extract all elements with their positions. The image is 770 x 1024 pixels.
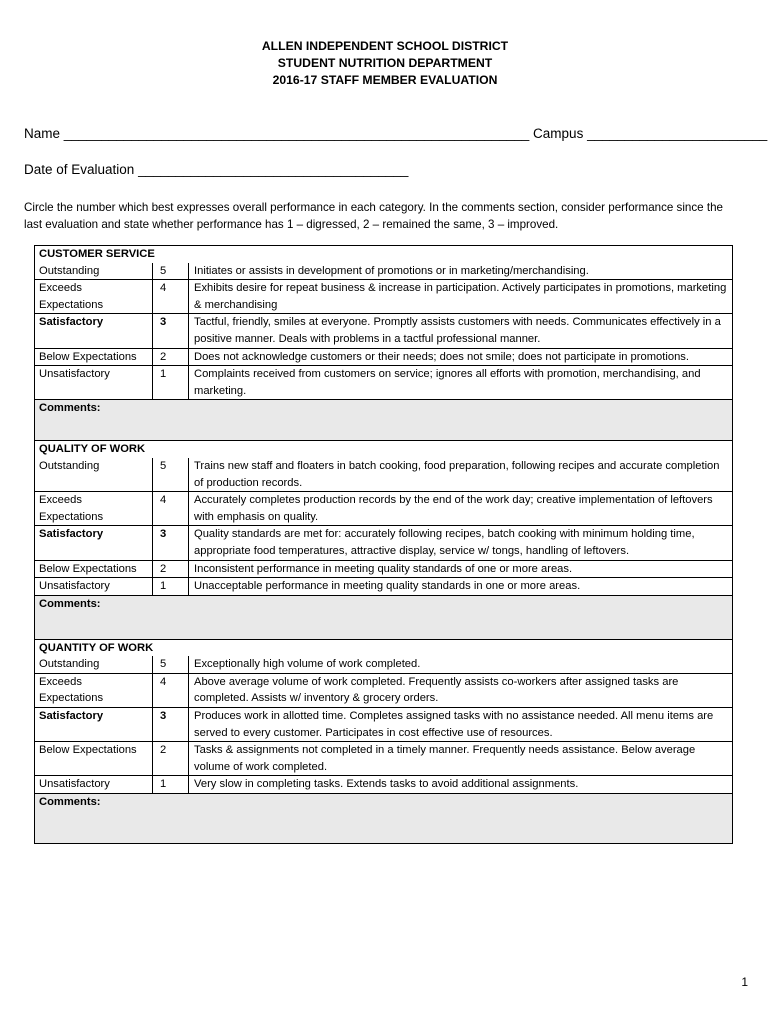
rating-description: Quality standards are met for: accurately following recipes, batch cooking with minimum holding time, appropriate food temperatures, attractive display, service w/ tongs, handling of leftovers.	[189, 526, 733, 560]
document-header	[0, 38, 770, 89]
rating-score[interactable]: 4	[153, 492, 189, 526]
name-label: Name	[24, 126, 61, 141]
table-row	[35, 656, 733, 673]
date-row	[24, 162, 408, 177]
table-row	[35, 366, 733, 400]
table-row	[35, 708, 733, 742]
rating-label: Below Expectations	[35, 348, 153, 366]
rating-description: Initiates or assists in development of promotions or in marketing/merchandising.	[189, 263, 733, 280]
comments-field[interactable]: Comments:	[35, 794, 733, 844]
rating-description: Exceptionally high volume of work completed.	[189, 656, 733, 673]
rating-description: Inconsistent performance in meeting quality standards of one or more areas.	[189, 560, 733, 578]
table-row	[35, 492, 733, 526]
rating-description: Exhibits desire for repeat business & increase in participation. Actively participates in promotions, marketing & merchandising	[189, 280, 733, 314]
form-title: 2016-17 STAFF MEMBER EVALUATION	[272, 73, 498, 87]
table-row	[35, 314, 733, 348]
date-label: Date of Evaluation	[24, 162, 135, 177]
table-row	[35, 348, 733, 366]
table-row	[35, 560, 733, 578]
rating-label: Unsatisfactory	[35, 578, 153, 596]
table-row	[35, 458, 733, 492]
rating-label: Unsatisfactory	[35, 776, 153, 794]
evaluation-table	[34, 245, 733, 844]
rating-label: Exceeds Expectations	[35, 492, 153, 526]
rating-description: Tasks & assignments not completed in a timely manner. Frequently needs assistance. Below average volume of work completed.	[189, 742, 733, 776]
table-row	[35, 776, 733, 794]
rating-label: Outstanding	[35, 656, 153, 673]
comments-field[interactable]: Comments:	[35, 595, 733, 639]
department-title: STUDENT NUTRITION DEPARTMENT	[277, 56, 493, 70]
section-header-quality-of-work	[35, 441, 733, 458]
rating-score[interactable]: 4	[153, 280, 189, 314]
rating-label: Exceeds Expectations	[35, 673, 153, 707]
rating-score[interactable]: 2	[153, 348, 189, 366]
rating-score[interactable]: 5	[153, 263, 189, 280]
section-title: QUALITY OF WORK	[35, 441, 733, 458]
rating-label: Below Expectations	[35, 560, 153, 578]
rating-description: Above average volume of work completed. Frequently assists co-workers after assigned tasks are completed. Assists w/ inventory & grocery orders.	[189, 673, 733, 707]
campus-label: Campus	[533, 126, 584, 141]
rating-score[interactable]: 5	[153, 656, 189, 673]
comments-row	[35, 400, 733, 441]
rating-label: Exceeds Expectations	[35, 280, 153, 314]
section-header-customer-service	[35, 246, 733, 263]
rating-description: Unacceptable performance in meeting quality standards in one or more areas.	[189, 578, 733, 596]
rating-score[interactable]: 3	[153, 526, 189, 560]
section-header-quantity-of-work	[35, 639, 733, 656]
rating-label: Below Expectations	[35, 742, 153, 776]
rating-label: Satisfactory	[35, 526, 153, 560]
table-row	[35, 280, 733, 314]
rating-score[interactable]: 5	[153, 458, 189, 492]
section-title: CUSTOMER SERVICE	[35, 246, 733, 263]
rating-description: Trains new staff and floaters in batch cooking, food preparation, following recipes and accurate completion of production records.	[189, 458, 733, 492]
rating-score[interactable]: 1	[153, 578, 189, 596]
rating-label: Satisfactory	[35, 314, 153, 348]
rating-description: Complaints received from customers on service; ignores all efforts with promotion, merchandising, and marketing.	[189, 366, 733, 400]
district-title: ALLEN INDEPENDENT SCHOOL DISTRICT	[261, 39, 509, 53]
rating-score[interactable]: 1	[153, 366, 189, 400]
rating-score[interactable]: 3	[153, 708, 189, 742]
page-number: 1	[741, 975, 748, 989]
table-row	[35, 263, 733, 280]
rating-description: Produces work in allotted time. Completes assigned tasks with no assistance needed. All menu items are served to every customer. Participates in cost effective use of resources.	[189, 708, 733, 742]
rating-score[interactable]: 1	[153, 776, 189, 794]
campus-field[interactable]: ________________________	[587, 126, 768, 141]
rating-description: Accurately completes production records by the end of the work day; creative implementation of leftovers with emphasis on quality.	[189, 492, 733, 526]
name-campus-row	[24, 126, 767, 141]
rating-score[interactable]: 4	[153, 673, 189, 707]
rating-label: Unsatisfactory	[35, 366, 153, 400]
rating-score[interactable]: 2	[153, 560, 189, 578]
date-field[interactable]: ____________________________________	[138, 162, 409, 177]
comments-row	[35, 595, 733, 639]
table-row	[35, 578, 733, 596]
instructions: Circle the number which best expresses overall performance in each category. In the comments section, consider performance since the last evaluation and state whether performance has 1 – digressed, 2 – remained the same, 3 – improved.	[24, 201, 723, 231]
rating-label: Outstanding	[35, 263, 153, 280]
rating-description: Tactful, friendly, smiles at everyone. Promptly assists customers with needs. Communicates effectively in a positive manner. Deals with problems in a tactful professional manner.	[189, 314, 733, 348]
table-row	[35, 526, 733, 560]
rating-label: Satisfactory	[35, 708, 153, 742]
section-title: QUANTITY OF WORK	[35, 639, 733, 656]
table-row	[35, 742, 733, 776]
name-field[interactable]: ______________________________________________________________	[63, 126, 530, 141]
table-row	[35, 673, 733, 707]
comments-field[interactable]: Comments:	[35, 400, 733, 441]
rating-score[interactable]: 3	[153, 314, 189, 348]
rating-score[interactable]: 2	[153, 742, 189, 776]
rating-label: Outstanding	[35, 458, 153, 492]
rating-description: Does not acknowledge customers or their needs; does not smile; does not participate in promotions.	[189, 348, 733, 366]
rating-description: Very slow in completing tasks. Extends tasks to avoid additional assignments.	[189, 776, 733, 794]
comments-row	[35, 794, 733, 844]
